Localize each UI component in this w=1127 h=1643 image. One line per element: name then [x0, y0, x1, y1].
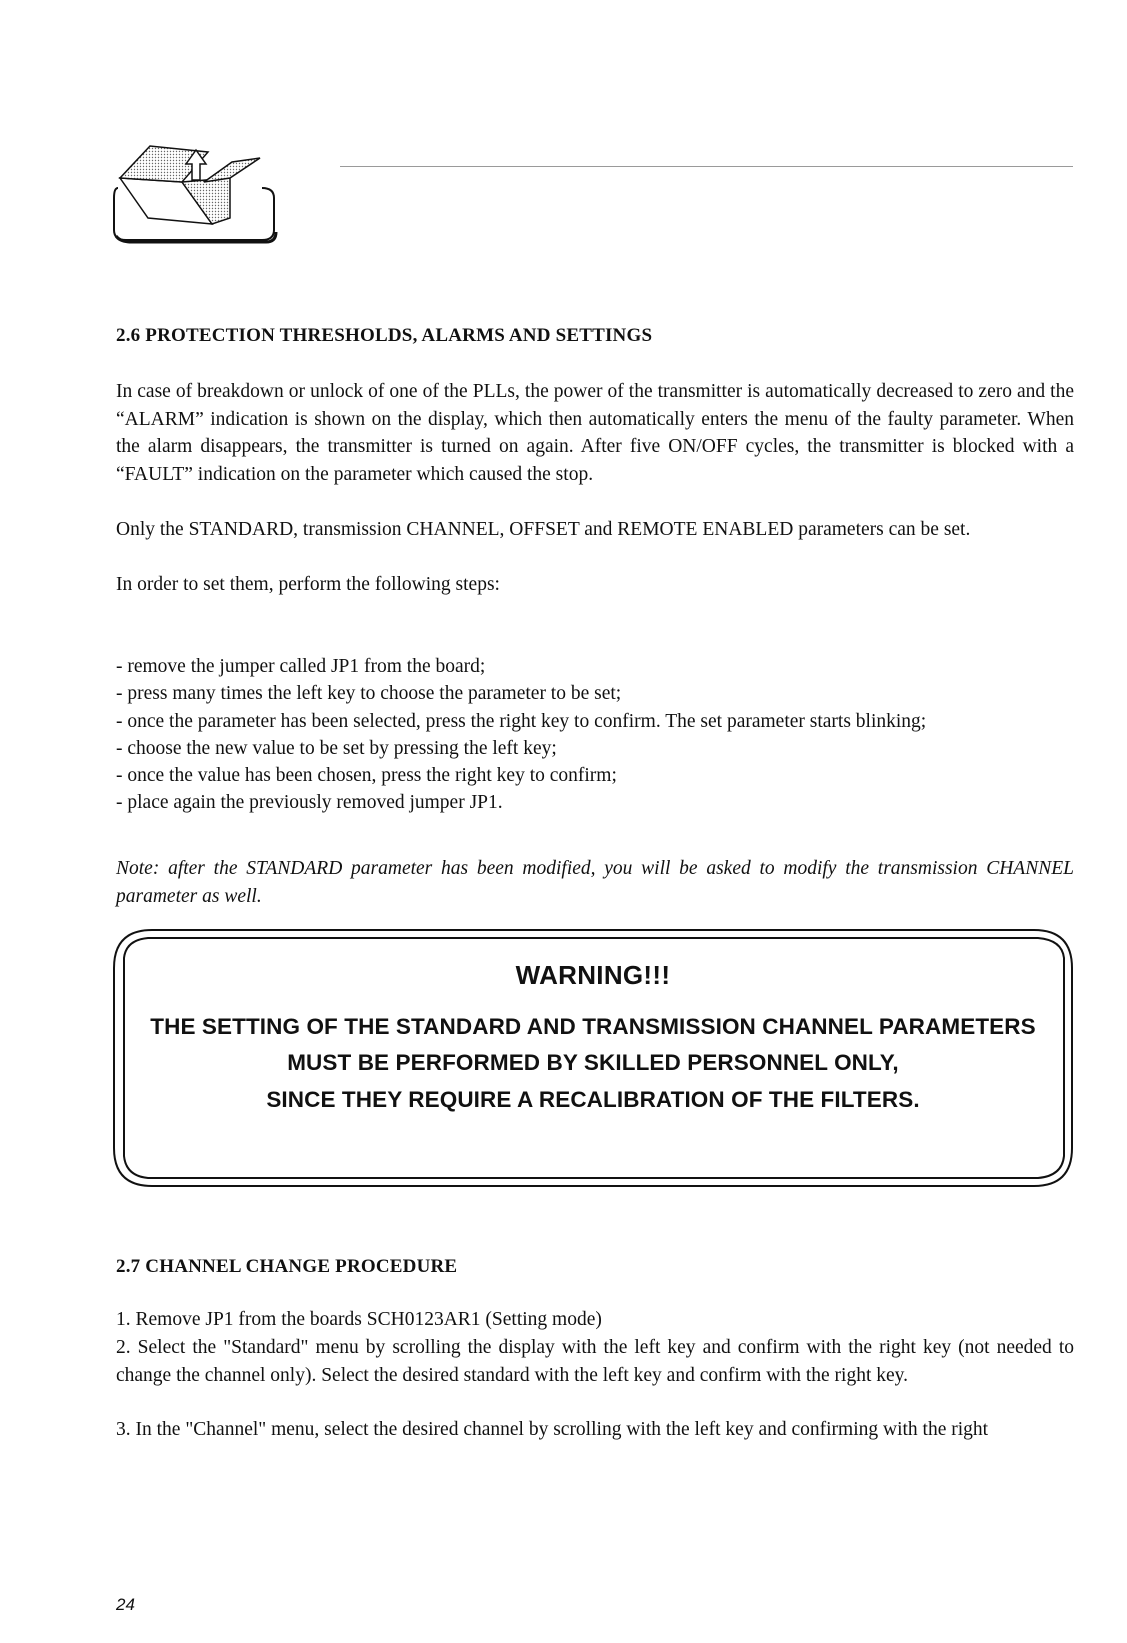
step-item: - choose the new value to be set by pressing the left key; — [116, 737, 557, 759]
step-item: - once the value has been chosen, press the right key to confirm; — [116, 765, 617, 787]
warning-title: WARNING!!! — [515, 960, 671, 990]
step-item: - place again the previously removed jumper JP1. — [116, 792, 503, 814]
paragraph-steps-intro: In order to set them, perform the following steps: — [116, 574, 500, 595]
step-item: - once the parameter has been selected, press the right key to confirm. The set parameter starts blinking; — [116, 710, 927, 732]
page-number: 24 — [116, 1595, 135, 1614]
paragraph-alarm-description: In case of breakdown or unlock of one of the PLLs, the power of the transmitter is automatically decreased to zero and the “ALARM” indication is shown on the display, which then automatically enters the menu of the faulty parameter. When the alarm disappears, the transmitter is turned on again. After five ON/OFF cycles, the transmitter is blocked with a “FAULT” indication on the parameter which caused the stop. — [116, 381, 1074, 485]
step-item: - press many times the left key to choose the parameter to be set; — [116, 683, 622, 705]
note-paragraph: Note: after the STANDARD parameter has been modified, you will be asked to modify the transmission CHANNEL parameter as well. — [116, 858, 1074, 907]
paragraph-settable-parameters: Only the STANDARD, transmission CHANNEL, OFFSET and REMOTE ENABLED parameters can be set. — [116, 519, 971, 540]
section-heading-2-6: 2.6 PROTECTION THRESHOLDS, ALARMS AND SETTINGS — [116, 325, 653, 346]
header-rule — [340, 166, 1073, 167]
procedure-item: 3. In the "Channel" menu, select the desired channel by scrolling with the left key and confirming with the right — [116, 1419, 989, 1440]
procedure-item: 2. Select the "Standard" menu by scrolling the display with the left key and confirm with the right key (not needed to change the channel only). Select the desired standard with the left key and confirm with the right key. — [116, 1337, 1074, 1386]
section-heading-2-7: 2.7 CHANNEL CHANGE PROCEDURE — [116, 1256, 458, 1277]
steps-list — [116, 653, 1074, 817]
step-item: - remove the jumper called JP1 from the board; — [116, 656, 486, 677]
warning-line: MUST BE PERFORMED BY SKILLED PERSONNEL ONLY, — [287, 1050, 899, 1075]
warning-line: THE SETTING OF THE STANDARD AND TRANSMISSION CHANNEL PARAMETERS — [150, 1014, 1036, 1039]
procedure-item: 1. Remove JP1 from the boards SCH0123AR1 (Setting mode) — [116, 1309, 602, 1330]
open-box-arrow-icon — [112, 138, 284, 256]
warning-line: SINCE THEY REQUIRE A RECALIBRATION OF THE FILTERS. — [266, 1087, 920, 1112]
